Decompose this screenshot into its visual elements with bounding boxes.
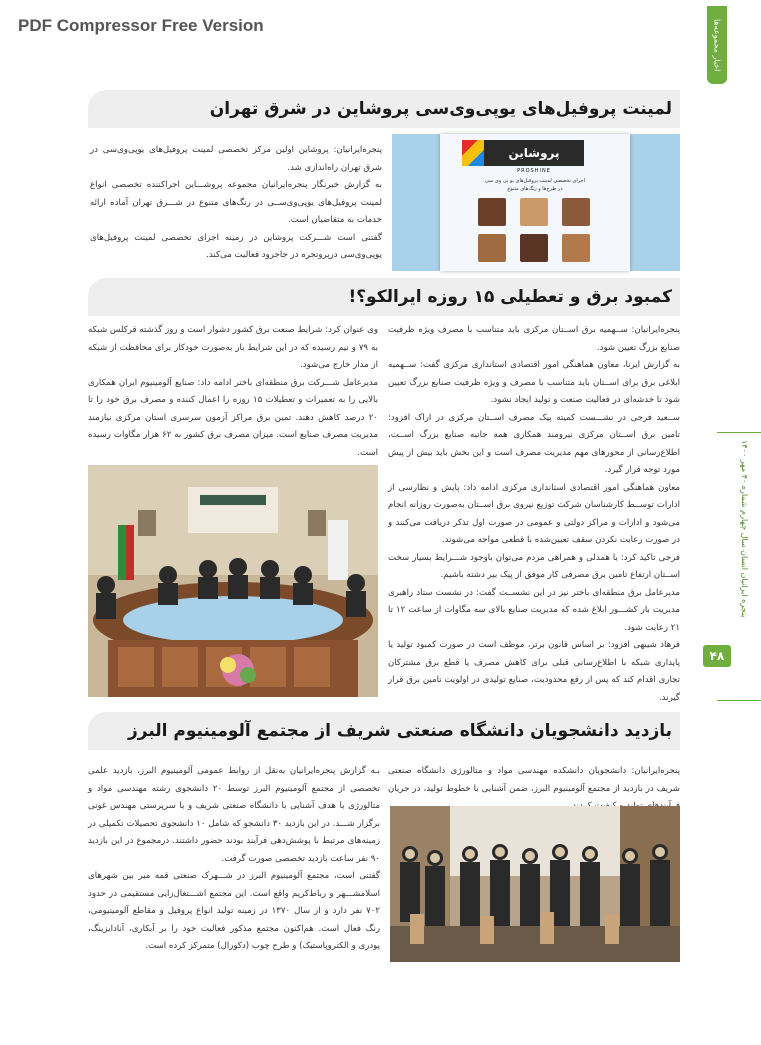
proshine-ad [392, 134, 680, 271]
article-iralco-left-col [88, 322, 379, 458]
page-number: ۴۸ [703, 645, 731, 667]
profile-swatch [478, 198, 506, 226]
paragraph: فرجی تاکید کرد: با همدلی و همراهی مردم می‌توان باوجود شـــرایط بسیار سخت اســتان ارتفاع تامین برق مصرفی کار موفق از پیک بیر دشته باشیم. [388, 552, 680, 580]
watermark: PDF Compressor Free Version [18, 16, 264, 35]
article-sharif-left-col [88, 763, 380, 963]
paragraph: پنجره‌ایرانیان: دانشجویان دانشکده مهندسی مواد و متالورژی دانشگاه صنعتی شریف در بازدید از مجتمع آلومینیوم البرز، ضمن آشنایی با خطوط تولید، در جریان [388, 766, 680, 794]
issue-info: پنجره ایرانیان انسان سال چهارم شماره ۴۰ مهر ۱۴۰۰ [740, 440, 749, 618]
meeting-photo-icon [88, 465, 378, 697]
profile-swatch [520, 198, 548, 226]
group-photo-icon [390, 806, 680, 962]
profile-swatch [478, 234, 506, 262]
article-iralco-right-col [388, 322, 680, 703]
side-divider-bottom [717, 700, 761, 701]
paragraph: پنجره‌ایرانیان: ســهمیه برق اســتان مرکزی باید متناسب با مصرف ویژه ظرفیت صنایع بزرگ تعیین شود. [388, 325, 680, 353]
headline-iralco: کمبود برق و تعطیلی ۱۵ روزه ایرالکو؟! [88, 278, 680, 316]
profile-swatch [562, 234, 590, 262]
ad-line-2: در طرح‌ها و رنگ‌های متنوع [507, 186, 563, 192]
paragraph: گفتنی است، مجتمع آلومینیوم البرز در شـــهرک صنعتی قمه میر بین شهرهای اسلامشـــهر و رباط‌کریم واقع است. این مجتمع اشـــتغال‌زایی مستقیمی در حدود ۷۰۲ نفر دارد و از سال ۱۳۷۰ در زمینه تولید انواع پروفیل و مقاطع آلومینیومی، رنگ فعال است. هم‌اکنون مجتمع مذکور فعالیت خود را بر آبکاری، آنادایزینگ، پودری و الکتروپاستیک) و طرح چوب (دکورال) متمرکز کرده است. [88, 871, 380, 951]
paragraph: مدیرعامل شـــرکت برق منطقه‌ای باختر ادامه داد: صنایع آلومینیوم ایران همکاری بالایی را به تعمیرات و تعطیلات ۱۵ روزه را اعمال کننده و مصرف برق خود را تا ۲۰ درصد کاهش دهند. تمین برق مراکز آزمون سرسری استان مرکزی نیازمند مدیریت مصرف صنایع است. میزان مصرف برق کشور به ۶۲ هزار مگاوات رسیده است. [88, 377, 379, 458]
paragraph: فرهاد شیبهی افزود: بر اساس قانون برتر، موظف است در صورت کمبود تولید یا پایداری شبکه با اطلاع‌رسانی قبلی برای کاهش مصرف یا قطع برق مشترکان تجاری اقدام کند که پس از رفع محدودیت، صنایع تولیدی در اولویت تامین برق قرار گیرند. [388, 640, 680, 703]
logo-mark-icon [462, 140, 484, 166]
paragraph: بـه گزارش پنجره‌ایرانیان به‌نقل از روابط عمومی آلومینیوم البرز، بازدید علمی تخصصی از مجتمع آلومینیوم البرز توسط ۲۰ دانشجوی رشته مهندسی مواد و متالورژی با هدف آشنایی با دانشگاه صنعتی شریف و با سرپرستی مهندس غونی برگزار شـــد. در این بازدید ۳۰ دانشجو که شامل ۱۰ دانشجوی تحصیلات تکمیلی در زمینه‌های مرتبط با پوشش‌دهی فرآیند بودند حضور داشتند. درمجموع در این بازدید ۹۰ نفر ساعت بازدید تخصصی صورت گرفت. [88, 766, 380, 864]
profile-swatch [520, 234, 548, 262]
article-sharif-right-col [388, 763, 680, 803]
paragraph: گفتنی است شـــرکت پروشاین در زمینه اجرای تخصصی لمینت پروفیل‌های یوپی‌وی‌سی درپروتجره در جاجرود فعالیت می‌کند. [90, 232, 382, 260]
group-photo [390, 806, 680, 962]
article-proshine-text [90, 142, 382, 270]
section-tab: اخبار مجموعه‌ها [707, 6, 727, 84]
paragraph: وی عنوان کرد: شرایط صنعت برق کشور دشوار است و روز گذشته قرکلس شبکه به ۷۹ و نیم رسیده که در این شرایط بار به‌صورت خودکار برای محافظت از شبکه از مدار خارج می‌شود. [88, 325, 378, 370]
paragraph: به گزارش ایرنا، معاون هماهنگی امور اقتصادی استانداری مرکزی گفت: ســهمیه ابلاغی برق برای اســتان باید متناسب با مصرف و ویژه ظرفیت صنایع بزرگ تعیین شود تا خدشه‌ای در فعالیت صنعت و تولید ایجاد نشود. [388, 360, 680, 405]
paragraph: به گزارش خبرنگار پنجره‌ایرانیان مجموعه پروشـــاین اجرا‌کننده تخصصی انواع لمینت پروفیل‌های یوپی‌وی‌ســی در رنگ‌های متنوع در شـــرق تهران آماده ارائه خدمات به متقاضیان است. [90, 180, 382, 225]
ad-line-1: اجرای تخصصی لمینت پروفیل‌های یو پی وی سی [484, 178, 585, 184]
brand-name: پروشاین [508, 146, 560, 160]
headline-sharif-visit: بازدید دانشجویان دانشگاه صنعتی شریف از مجتمع آلومینیوم البرز [88, 712, 680, 750]
headline-proshine: لمینت پروفیل‌های یوپی‌وی‌سی پروشاین در شرق تهران [88, 90, 680, 128]
side-divider [717, 432, 761, 433]
paragraph: ســعید فرجی در نشـــست کمیته پیک مصرف اســتان مرکزی در اراک افزود: تامین برق اســتان مرکزی نیرومند همکاری همه جانبه صنایع بزرگ اســت، اطلاع‌رسانی از محورهای مهم مدیریت مصرف است و این بخش باید بیش از پیش مورد توجه قرار گیرد. [388, 412, 680, 475]
paragraph: پنجره‌ایرانیان: پروشاین اولین مرکز تخصصی لمینت پروفیل‌های یوپی‌وی‌سی در شرق تهران راه‌اندازی شد. [90, 145, 382, 173]
brand-latin: PROSHINE [517, 168, 551, 174]
ad-card [440, 134, 630, 271]
profile-swatch [562, 198, 590, 226]
paragraph: معاون هماهنگی امور اقتصادی استانداری مرکزی ادامه داد: پایش و نظارسی از ادارات توســط کارشناسان شرکت توزیع نیروی برق اســتان به‌صورت روزانه انجام می‌شود و ادارات و مراکز دولتی و عمومی در صورت اول تذکر دریافت می‌کنند و در صورت رعایت نکردن سقف تعیین‌شده با قطعی مواجه می‌شوند. [388, 482, 680, 545]
paragraph: مدیرعامل برق منطقه‌ای باختر نیز در این نشســت گفت: در نشست ستاد راهبری مدیریت بار کشـــور ابلاغ شده که مدیریت صنایع بالای سه مگاوات از ساعت ۱۲ تا ۲۱ رعایت شود. [388, 587, 680, 633]
proshine-logo [484, 140, 584, 166]
meeting-photo [88, 465, 378, 697]
